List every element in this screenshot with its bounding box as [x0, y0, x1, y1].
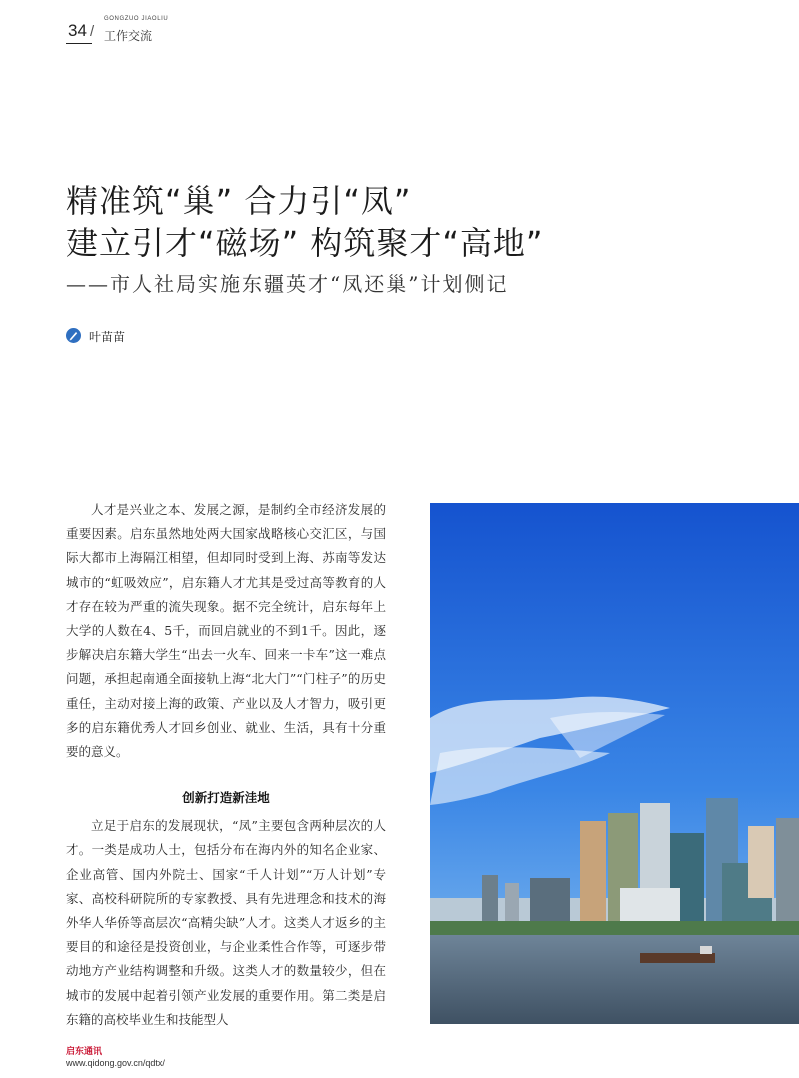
body-paragraph: 人才是兴业之本、发展之源，是制约全市经济发展的重要因素。启东虽然地处两大国家战略核心交汇区，与国际大都市上海隔江相望，但却同时受到上海、苏南等发达城市的“虹吸效应”，启东籍人才尤其是受过高等教育的人才存在较为严重的流失现象。据不完全统计，启东每年上大学的人数在4、5千，而回启就业的不到1千。因此，逐步解决启东籍大学生“出去一火车、回来一卡车”这一难点问题，承担起南通全面接轨上海“北大门”“门柱子”的历史重任，主动对接上海的政策、产业以及人才智力，吸引更多的启东籍优秀人才回乡创业、就业、生活，具有十分重要的意义。: [66, 502, 386, 760]
page-number-underline: [66, 43, 92, 44]
pen-nib-icon: [66, 328, 81, 343]
body-paragraph: 立足于启东的发展现状，“凤”主要包含两种层次的人才。一类是成功人士，包括分布在海内外的知名企业家、企业高管、国内外院士、国家“千人计划”“万人计划”专家、高校科研院所的专家教授、具有先进理念和技术的海外华人华侨等高层次“高精尖缺”人才。这类人才返乡的主要目的和途径是投资创业，与企业柔性合作等，可逐步带动地方产业结构调整和升级。这类人才的数量较少，但在城市的发展中起着引领产业发展的重要作用。第二类是启东籍的高校毕业生和技能型人: [66, 818, 386, 1027]
section-name: 工作交流: [104, 29, 153, 43]
article-body: [66, 498, 386, 1032]
title-line-2: 建立引才“磁场” 构筑聚才“高地”: [66, 224, 544, 262]
article-subtitle: ——市人社局实施东疆英才“凤还巢”计划侧记: [66, 272, 509, 296]
section-heading: 创新打造新洼地: [182, 790, 270, 806]
author-name: 叶苗苗: [89, 330, 126, 344]
page-footer: [66, 1044, 165, 1068]
page-number: 34: [68, 21, 87, 40]
city-skyline-photo: [430, 503, 799, 1024]
header-slash: /: [90, 23, 95, 40]
magazine-url[interactable]: www.qidong.gov.cn/qdtx/: [66, 1058, 165, 1068]
magazine-brand: 启东通讯: [66, 1047, 103, 1057]
article-title: [66, 180, 626, 264]
section-name-pinyin: GONGZUO JIAOLIU: [104, 16, 169, 22]
title-line-1: 精准筑“巢” 合力引“凤”: [66, 182, 412, 220]
page-header: [64, 14, 204, 46]
